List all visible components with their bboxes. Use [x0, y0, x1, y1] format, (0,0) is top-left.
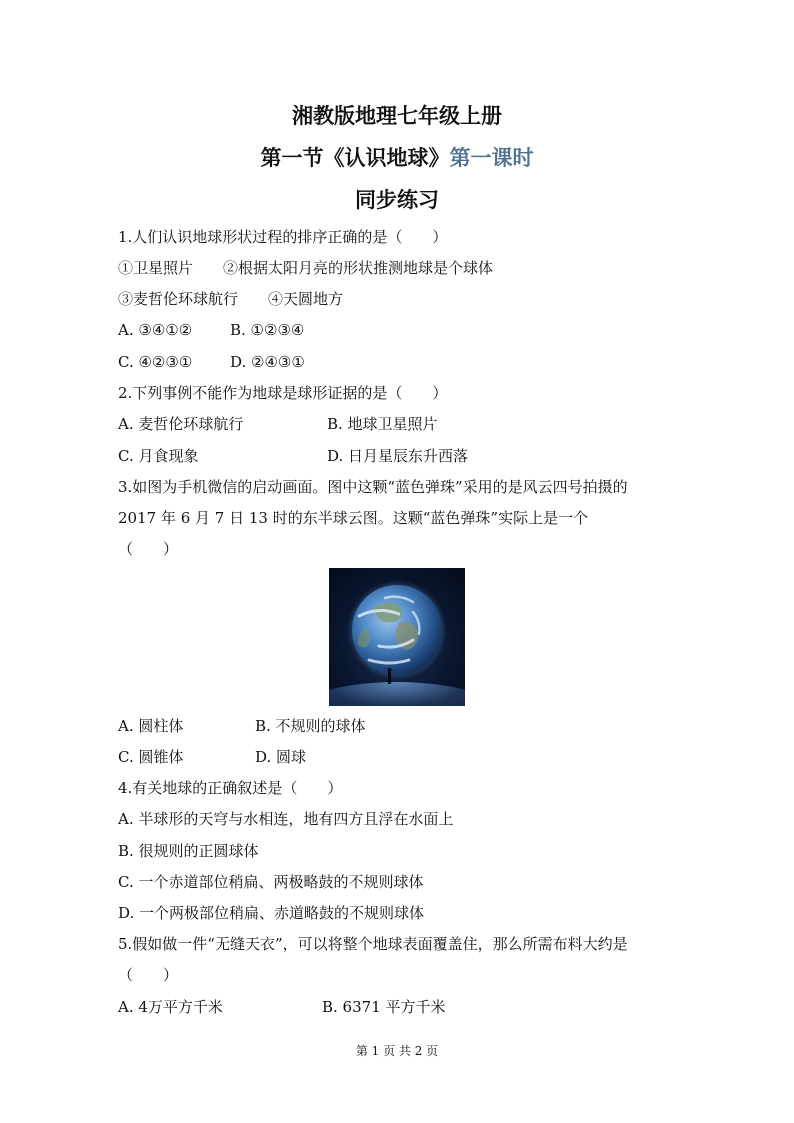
q1-option-b: B. ①②③④	[230, 321, 305, 339]
page-number: 第 1 页 共 2 页	[355, 1044, 439, 1058]
lesson-title	[0, 143, 794, 173]
lesson-title-main: 第一节《认识地球》	[260, 145, 450, 170]
worksheet-title: 同步练习	[355, 187, 439, 212]
q4-option-a: A. 半球形的天穹与水相连，地有四方且浮在水面上	[118, 810, 454, 828]
q1-option-c: C. ④②③①	[118, 353, 193, 371]
q3-option-a: A. 圆柱体	[118, 717, 184, 735]
q4-option-c: C. 一个赤道部位稍扁、两极略鼓的不规则球体	[118, 873, 424, 891]
q2-stem: 2.下列事例不能作为地球是球形证据的是（ ）	[118, 384, 448, 402]
q3-stem-line1: 3.如图为手机微信的启动画面。图中这颗“蓝色弹珠”采用的是风云四号拍摄的	[118, 478, 628, 496]
q4-stem: 4.有关地球的正确叙述是（ ）	[118, 779, 343, 797]
q2-option-c: C. 月食现象	[118, 447, 199, 465]
q5-stem-line2: （ ）	[118, 966, 179, 984]
q3-stem-line2: 2017 年 6 月 7 日 13 时的东半球云图。这颗“蓝色弹珠”实际上是一个	[118, 509, 589, 527]
earth-photo	[329, 568, 465, 706]
q1-option-d: D. ②④③①	[230, 353, 305, 371]
q3-option-b: B. 不规则的球体	[255, 717, 366, 735]
q2-option-a: A. 麦哲伦环球航行	[118, 415, 244, 433]
q5-option-a: A. 4万平方千米	[118, 998, 223, 1016]
q1-option-a: A. ③④①②	[118, 321, 193, 339]
q5-stem-line1: 5.假如做一件“无缝天衣”，可以将整个地球表面覆盖住，那么所需布料大约是	[118, 935, 628, 953]
q2-option-d: D. 日月星辰东升西落	[327, 447, 469, 465]
q3-option-c: C. 圆锥体	[118, 748, 184, 766]
q1-items-row2: ③麦哲伦环球航行 ④天圆地方	[118, 290, 344, 308]
q5-option-b: B. 6371 平方千米	[322, 998, 446, 1016]
q4-option-b: B. 很规则的正圆球体	[118, 842, 259, 860]
q2-option-b: B. 地球卫星照片	[327, 415, 438, 433]
q1-items-row1: ①卫星照片 ②根据太阳月亮的形状推测地球是个球体	[118, 259, 494, 277]
q3-option-d: D. 圆球	[255, 748, 307, 766]
earth-icon	[329, 568, 465, 706]
q1-stem: 1.人们认识地球形状过程的排序正确的是（ ）	[118, 228, 448, 246]
page-title: 湘教版地理七年级上册	[292, 103, 502, 128]
q3-stem-line3: （ ）	[118, 540, 179, 558]
q4-option-d: D. 一个两极部位稍扁、赤道略鼓的不规则球体	[118, 904, 425, 922]
lesson-title-accent: 第一课时	[449, 145, 534, 170]
